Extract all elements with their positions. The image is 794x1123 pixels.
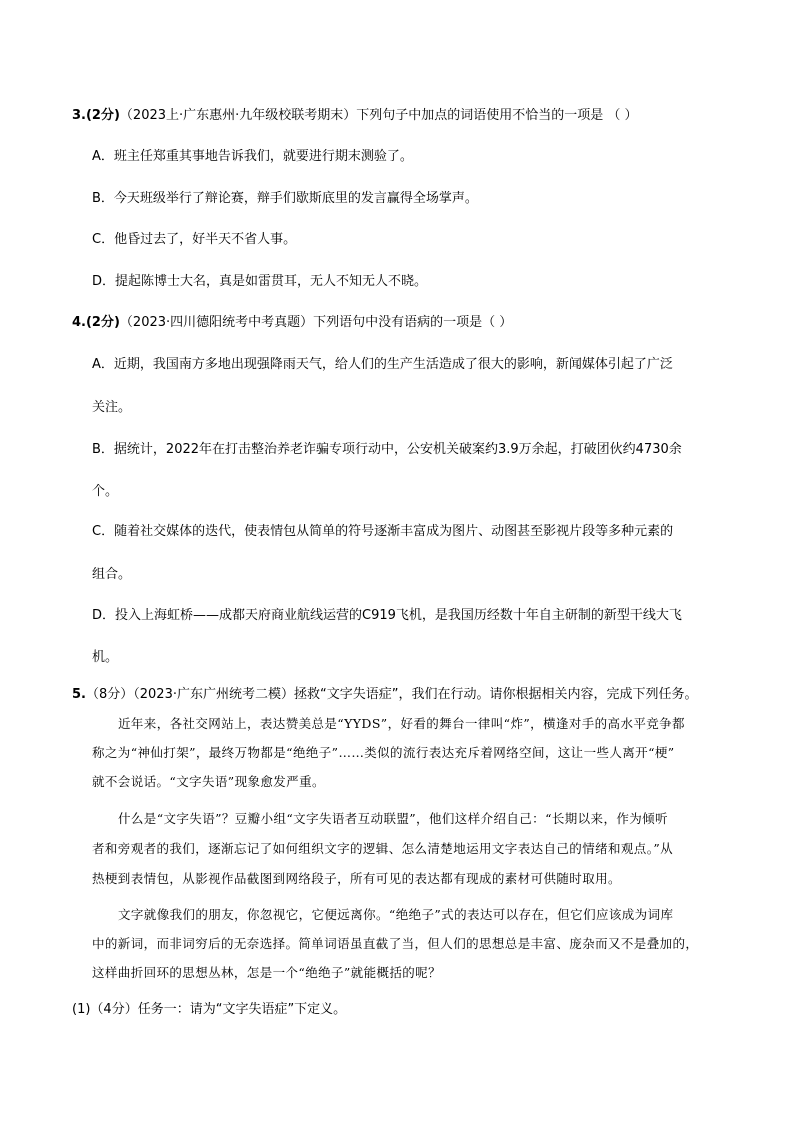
- subtask-1: [72, 1001, 346, 1019]
- question-number: 4.: [72, 315, 86, 330]
- passage-line: 就不会说话。“文字失语”现象愈发严重。: [92, 774, 325, 789]
- option-b: B．今天班级举行了辩论赛，辩手们歇斯底里的发言赢得全场掌声。: [92, 191, 478, 206]
- option-a-continued: 关注。: [92, 400, 132, 415]
- passage-line: 文字就像我们的朋友，你忽视它，它便远离你。“绝绝子”式的表达可以存在，但它们应该成为词库: [118, 907, 674, 922]
- option-b: B．据统计，2022年在打击整治养老诈骗专项行动中，公安机关破案约3.9万余起，打破团伙约4730余: [92, 442, 682, 457]
- question-stem: 下列句子中加点的词语使用不恰当的一项是 （ ）: [356, 108, 638, 123]
- question-source: （2023·四川德阳统考中考真题）: [119, 315, 314, 330]
- question-source: （2023上·广东惠州·九年级校联考期末）: [119, 108, 357, 123]
- passage-line: 这样曲折回环的思想丛林，怎是一个“绝绝子”就能概括的呢？: [92, 965, 441, 980]
- passage-line: 者和旁观者的我们，逐渐忘记了如何组织文字的逻辑、怎么清楚地运用文字表达自己的情绪和观点。”从: [92, 841, 674, 856]
- question-number: 5.: [72, 687, 86, 702]
- question-score: （8分）: [85, 687, 134, 702]
- option-b-continued: 个。: [92, 484, 119, 499]
- passage-line: 中的新词，而非词穷后的无奈选择。简单词语虽直截了当，但人们的思想总是丰富、庞杂而又不是叠加的，: [92, 936, 699, 951]
- option-c-continued: 组合。: [92, 567, 132, 582]
- option-d: D．投入上海虹桥——成都天府商业航线运营的C919飞机，是我国历经数十年自主研制的新型干线大飞: [92, 608, 682, 623]
- option-a: A．近期，我国南方多地出现强降雨天气，给人们的生产生活造成了很大的影响，新闻媒体引起了广泛: [92, 357, 673, 372]
- subtask-text: 任务一：请为“文字失语症”下定义。: [137, 1002, 347, 1017]
- passage-line: 称之为“神仙打架”，最终万物都是“绝绝子”……类似的流行表达充斥着网络空间，这让一些人离开“梗”: [92, 745, 675, 760]
- question-stem: 拯救“文字失语症”，我们在行动。请你根据相关内容，完成下列任务。: [293, 687, 698, 702]
- option-c: C．随着社交媒体的迭代，使表情包从简单的符号逐渐丰富成为图片、动图甚至影视片段等多种元素的: [92, 524, 674, 539]
- option-d: D．提起陈博士大名，真是如雷贯耳，无人不知无人不晓。: [92, 274, 428, 289]
- option-c: C．他昏过去了，好半天不省人事。: [92, 232, 297, 247]
- subtask-score: （4分）: [90, 1002, 138, 1017]
- question-score: (2分): [85, 315, 120, 330]
- subtask-number: (1): [72, 1002, 91, 1017]
- option-d-continued: 机。: [92, 650, 119, 665]
- passage-line: 什么是“文字失语”？豆瓣小组“文字失语者互动联盟”，他们这样介绍自己：“长期以来，作为倾听: [118, 811, 668, 826]
- question-stem: 下列语句中没有语病的一项是（ ）: [313, 315, 513, 330]
- option-a: A．班主任郑重其事地告诉我们，就要进行期末测验了。: [92, 149, 413, 164]
- passage-line: 近年来，各社交网站上，表达赞美总是“YYDS”，好看的舞台一律叫“炸”，横逢对手的高水平竞争都: [118, 716, 685, 731]
- question-4-header: [72, 314, 512, 332]
- question-5-header: [72, 686, 697, 704]
- question-source: （2023·广东广州统考二模）: [133, 687, 294, 702]
- passage-line: 热梗到表情包，从影视作品截图到网络段子，所有可见的表达都有现成的素材可供随时取用。: [92, 871, 621, 886]
- question-number: 3.: [72, 108, 86, 123]
- question-score: (2分): [85, 108, 120, 123]
- question-3-header: [72, 107, 638, 125]
